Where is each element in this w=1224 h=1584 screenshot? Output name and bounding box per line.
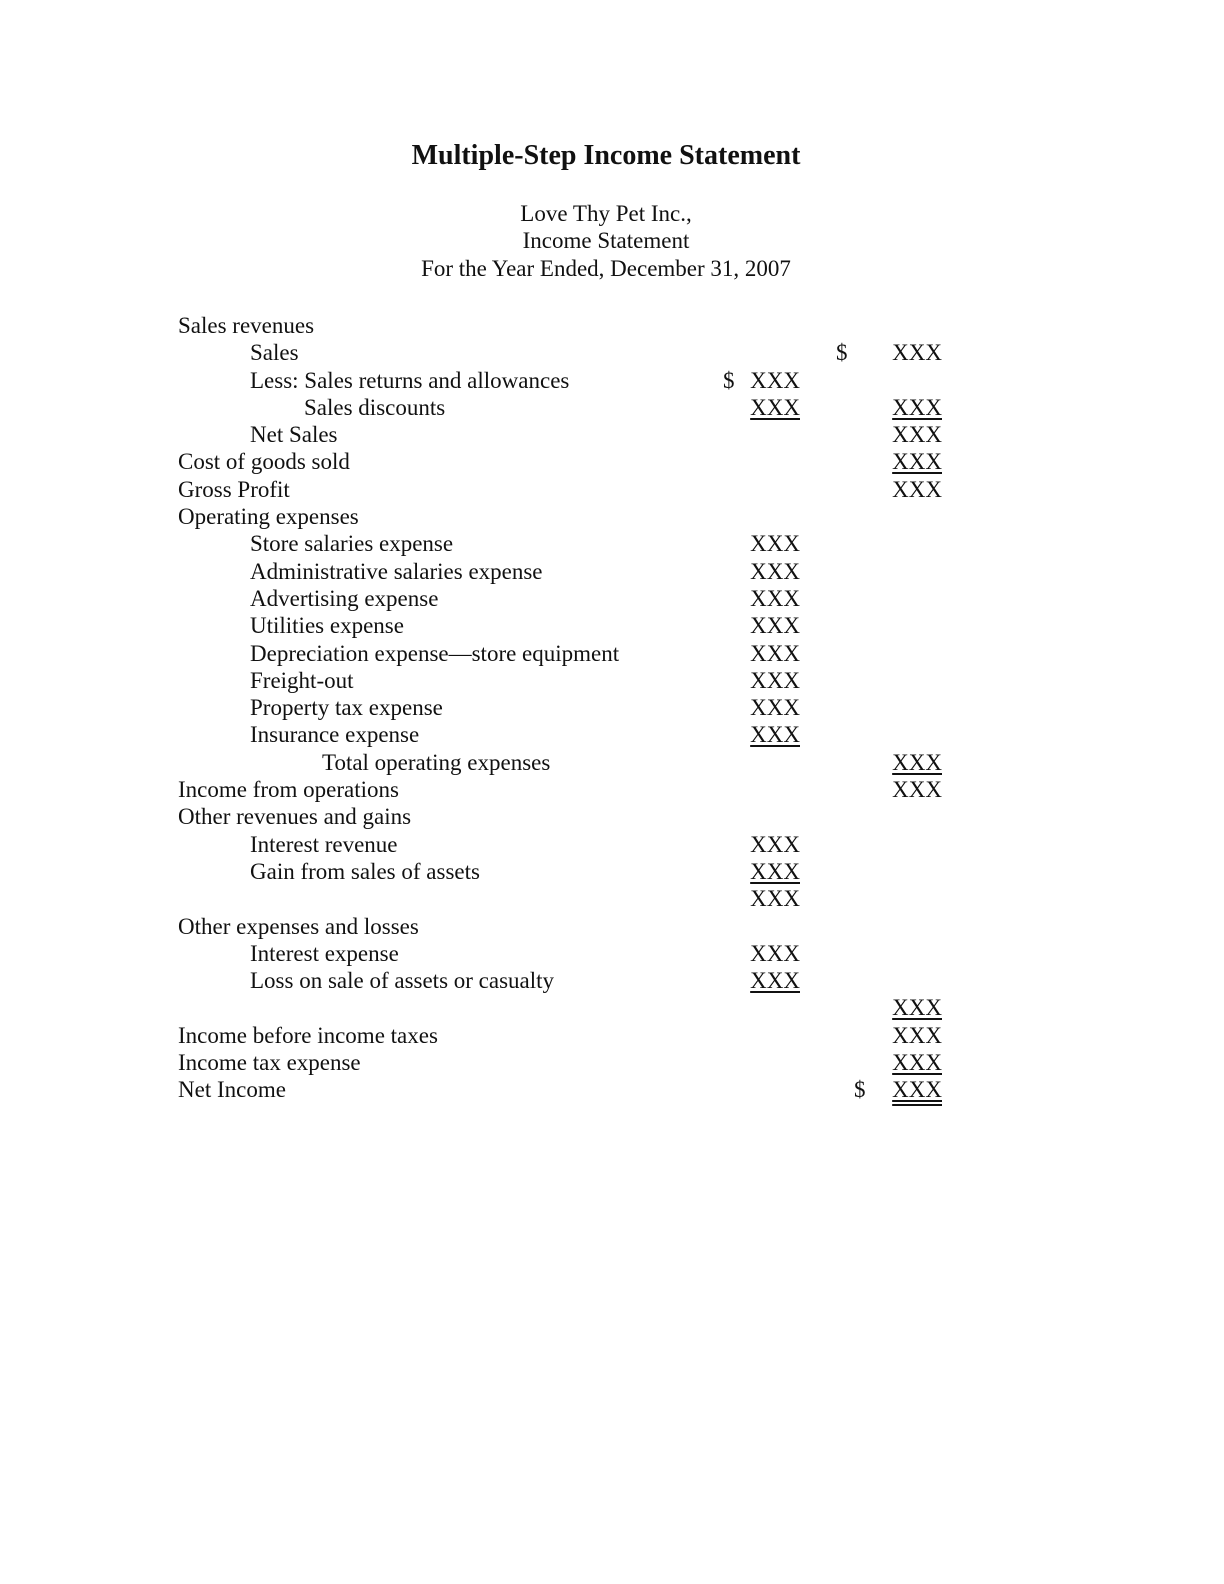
line-item-label: Administrative salaries expense — [250, 558, 543, 584]
statement-row — [0, 1076, 1224, 1103]
line-item-label: Sales discounts — [304, 394, 446, 420]
detail-amount: XXX — [750, 968, 800, 994]
dollar-sign: $ — [854, 1077, 866, 1103]
statement-row — [0, 994, 1224, 1021]
detail-amount: XXX — [750, 367, 800, 393]
line-item-label: Utilities expense — [250, 613, 404, 639]
detail-amount: XXX — [750, 940, 800, 966]
statement-row — [0, 858, 1224, 885]
dollar-sign: $ — [723, 367, 735, 393]
statement-row — [0, 312, 1224, 339]
detail-amount: XXX — [750, 640, 800, 666]
detail-amount: XXX — [750, 831, 800, 857]
line-item-label: Total operating expenses — [322, 749, 551, 775]
line-item-label: Property tax expense — [250, 695, 443, 721]
total-amount: XXX — [892, 476, 942, 502]
line-item-label: Gross Profit — [178, 476, 290, 502]
statement-row — [0, 967, 1224, 994]
total-amount: XXX — [892, 394, 942, 420]
statement-row — [0, 940, 1224, 967]
line-item-label: Net Income — [178, 1077, 286, 1103]
detail-amount: XXX — [750, 858, 800, 884]
statement-row — [0, 831, 1224, 858]
statement-row — [0, 1049, 1224, 1076]
document-title: Multiple-Step Income Statement — [411, 140, 801, 171]
line-item-label: Advertising expense — [250, 585, 439, 611]
line-item-label: Insurance expense — [250, 722, 420, 748]
total-amount: XXX — [892, 995, 942, 1021]
line-item-label: Other revenues and gains — [178, 804, 412, 830]
statement-row — [0, 694, 1224, 721]
company-name: Love Thy Pet Inc., — [520, 201, 692, 226]
statement-row — [0, 367, 1224, 394]
line-item-label: Loss on sale of assets or casualty — [250, 968, 555, 994]
detail-amount: XXX — [750, 613, 800, 639]
detail-amount: XXX — [750, 667, 800, 693]
statement-row — [0, 640, 1224, 667]
statement-row — [0, 885, 1224, 912]
line-item-label: Store salaries expense — [250, 531, 454, 557]
statement-row — [0, 339, 1224, 366]
total-amount: XXX — [892, 1022, 942, 1048]
line-item-label: Gain from sales of assets — [250, 858, 480, 884]
statement-row — [0, 913, 1224, 940]
line-item-label: Sales — [250, 340, 299, 366]
statement-row — [0, 1022, 1224, 1049]
statement-period: For the Year Ended, December 31, 2007 — [421, 256, 791, 281]
statement-row — [0, 476, 1224, 503]
statement-row — [0, 558, 1224, 585]
statement-row — [0, 749, 1224, 776]
statement-row — [0, 394, 1224, 421]
line-item-label: Operating expenses — [178, 504, 359, 530]
total-amount: XXX — [892, 1077, 942, 1103]
income-statement — [0, 312, 1224, 1104]
statement-row — [0, 612, 1224, 639]
detail-amount: XXX — [750, 585, 800, 611]
total-amount: XXX — [892, 422, 942, 448]
statement-row — [0, 803, 1224, 830]
total-amount: XXX — [892, 340, 942, 366]
dollar-sign: $ — [836, 340, 848, 366]
detail-amount: XXX — [750, 558, 800, 584]
total-amount: XXX — [892, 449, 942, 475]
line-item-label: Less: Sales returns and allowances — [250, 367, 570, 393]
statement-row — [0, 721, 1224, 748]
line-item-label: Income before income taxes — [178, 1022, 438, 1048]
line-item-label: Interest expense — [250, 940, 399, 966]
line-item-label: Income from operations — [178, 777, 399, 803]
line-item-label: Interest revenue — [250, 831, 398, 857]
statement-row — [0, 448, 1224, 475]
statement-row — [0, 776, 1224, 803]
detail-amount: XXX — [750, 886, 800, 912]
statement-row — [0, 667, 1224, 694]
detail-amount: XXX — [750, 394, 800, 420]
statement-name: Income Statement — [522, 228, 690, 253]
detail-amount: XXX — [750, 531, 800, 557]
line-item-label: Cost of goods sold — [178, 449, 350, 475]
statement-row — [0, 585, 1224, 612]
detail-amount: XXX — [750, 695, 800, 721]
line-item-label: Depreciation expense—store equipment — [250, 640, 620, 666]
statement-row — [0, 530, 1224, 557]
line-item-label: Freight-out — [250, 667, 354, 693]
total-amount: XXX — [892, 1050, 942, 1076]
statement-row — [0, 421, 1224, 448]
line-item-label: Net Sales — [250, 422, 338, 448]
total-amount: XXX — [892, 749, 942, 775]
total-amount: XXX — [892, 777, 942, 803]
detail-amount: XXX — [750, 722, 800, 748]
statement-row — [0, 503, 1224, 530]
line-item-label: Sales revenues — [178, 313, 315, 338]
line-item-label: Other expenses and losses — [178, 913, 419, 939]
line-item-label: Income tax expense — [178, 1050, 361, 1076]
